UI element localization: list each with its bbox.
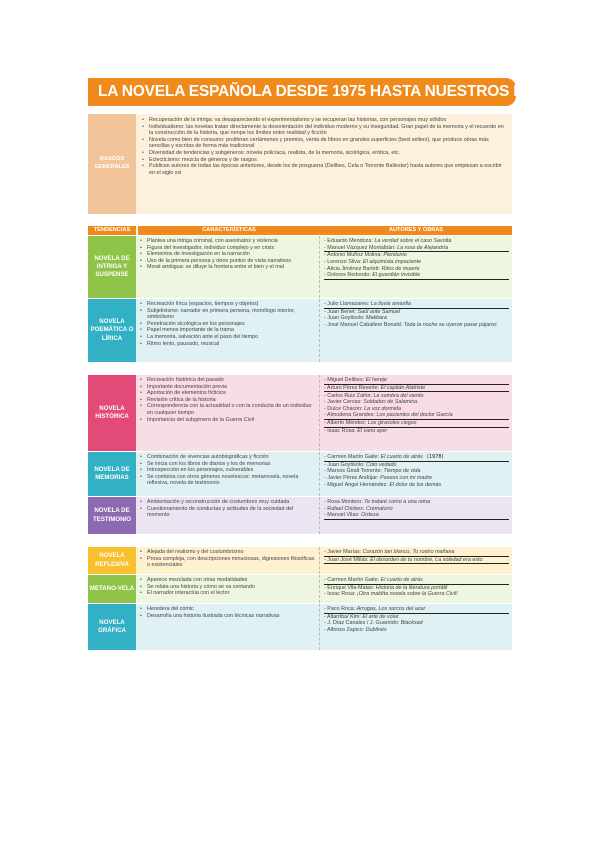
obra-title: Saúl ante Samuel xyxy=(357,308,401,315)
table-header xyxy=(88,226,512,235)
obra-title: La voz dormida xyxy=(364,405,402,412)
obra-title: Arrugas, Los surcos del azar xyxy=(356,606,426,612)
obra-title: Makbara xyxy=(365,315,387,322)
autor-obra: - Alberto Méndez: Los girasoles ciegos xyxy=(324,420,509,428)
caracteristica-item: • Recreación lírica (espacios, tiempos y objetos) xyxy=(140,301,316,308)
autor-obra: - Almudena Grandes: Los pacientes del doctor García xyxy=(324,412,509,420)
caracteristica-item: • Prosa compleja, con descripciones minuciosas, digresiones filosóficas o existenciales xyxy=(140,556,316,569)
obra-title: El desorden de tu nombre, La soledad era esto xyxy=(370,556,483,563)
autor-obra: - Dolores Redondo: El guardián invisible xyxy=(324,272,509,280)
caracteristica-item: • Correspondencia con la actualidad o con la conducta de un individuo en cualquier tiempo xyxy=(140,403,316,416)
autor-name: Miguel Ángel Hernández: xyxy=(327,481,390,488)
obra-title: La lluvia amarilla xyxy=(370,301,411,307)
header-tendencias: TENDENCIAS xyxy=(88,226,136,235)
caracteristica-item: • Aportación de elementos ficticios xyxy=(140,390,316,397)
caracteristicas-list xyxy=(140,577,316,597)
caracteristicas-cell xyxy=(136,575,320,603)
obra-title: El vano ayer xyxy=(357,427,388,434)
tendencia-row xyxy=(88,299,512,362)
caracteristica-item: • Aparece mezclada con otras modalidades xyxy=(140,577,316,584)
autor-obra: - Antonio Muñoz Molina: Plenilunio xyxy=(324,252,407,259)
caracteristica-item: • Se relata una historia y cómo se va contando xyxy=(140,584,316,591)
rasgos-generales-label: RASGOS GENERALES xyxy=(88,114,136,214)
caracteristica-item: • Cuestionamiento de conductas y actitudes de la sociedad del momento xyxy=(140,506,316,519)
tendencia-label: NOVELA DE MEMORIAS xyxy=(88,452,136,496)
caracteristica-item: • El narrador interactúa con el lector xyxy=(140,590,316,597)
autor-obra: - Julio Llamazares: La lluvia amarilla xyxy=(324,301,509,309)
autor-obra: - J. Díaz Canales / J. Guarnido: Blacksad xyxy=(324,620,423,627)
autor-obra: - Juan Goytisolo: Coto vedado xyxy=(324,461,397,468)
obra-title: El alquimista impaciente xyxy=(362,258,422,265)
autor-obra: - Javier Cercas: Soldados de Salamina xyxy=(324,399,418,406)
header-autores: AUTORES Y OBRAS xyxy=(320,226,512,235)
autor-obra: - Paco Roca: Arrugas, Los surcos del azar xyxy=(324,606,509,614)
obra-title: El dolor de los demás xyxy=(389,481,442,488)
autor-obra: - Juan Benet: Saúl ante Samuel xyxy=(324,308,401,315)
rasgos-generales-body xyxy=(136,114,512,214)
autor-name: Javier Cercas: xyxy=(327,399,364,406)
autores-cell xyxy=(320,575,512,603)
autor-obra: - Enrique Vila-Matas: Historia de la literatura portátil xyxy=(324,584,448,591)
obra-title: Tiempo de vida xyxy=(383,468,421,475)
autor-name: Arturo Pérez Reverte: xyxy=(327,384,381,391)
caracteristicas-cell xyxy=(136,299,320,362)
rasgos-item: • Individualismo: las novelas tratan directamente la desorientación del individuo moderno y su inseguridad. Gran papel de la memoria y el recuerdo en la construcción de la historia, que rompe los límites entre realidad y ficción xyxy=(142,124,506,137)
autor-name: Dolores Redondo: xyxy=(327,272,373,279)
autor-obra: - Miguel Ángel Hernández: El dolor de los demás xyxy=(324,481,442,488)
caracteristica-item: • Combinación de vivencias autobiográficas y ficción xyxy=(140,454,316,461)
autor-obra: - Issac Rosa: ¡Otra maldita novela sobre la Guerra Civil! xyxy=(324,591,458,598)
autor-obra: - Javier Marías: Corazón tan blanco, Tu rostro mañana xyxy=(324,549,509,557)
obra-title: El capitán Alatriste xyxy=(380,384,426,391)
autor-name: José Manuel Caballero Bonald: xyxy=(327,321,404,328)
tendencia-label: NOVELA POEMÁTICA O LÍRICA xyxy=(88,299,136,362)
autor-name: Dulce Chacón: xyxy=(327,405,365,412)
rasgos-item: • Novela como bien de consumo: proliferan certámenes y premios, venta de libros en grandes superficies (best sellers), que produce obras más sencillas y escritas de forma más tradicional xyxy=(142,137,506,150)
obra-title: La rosa de Alejandría xyxy=(397,244,449,251)
autores-cell xyxy=(320,236,512,298)
tendencia-row xyxy=(88,452,512,496)
obra-title: La verdad sobre el caso Savolta xyxy=(374,238,452,244)
caracteristicas-list xyxy=(140,549,316,569)
autor-obra: - Juan Goytisolo: Makbara xyxy=(324,315,387,322)
autores-cell xyxy=(320,497,512,534)
caracteristica-item: • Heredera del cómic xyxy=(140,606,316,613)
obra-title: Plenilunio xyxy=(383,252,407,259)
caracteristicas-cell xyxy=(136,604,320,650)
autor-obra: - Miguel Delibes: El hereje xyxy=(324,377,509,385)
obra-title: La sombra del viento xyxy=(373,392,424,399)
rasgos-item: • Recuperación de la intriga: va desapareciendo el experimentalismo y se recuperan las historias, con personajes muy sólidos xyxy=(142,117,506,124)
autor-name: Alberto Méndez: xyxy=(327,420,368,427)
caracteristica-item: • La memoria, salvación ante el paso del tiempo xyxy=(140,334,316,341)
tendencia-row xyxy=(88,575,512,603)
autor-name: Manuel Vázquez Montalbán: xyxy=(327,244,398,251)
caracteristica-item: • Revisión crítica de la historia xyxy=(140,397,316,404)
obra-title: Blacksad xyxy=(400,620,423,627)
autor-obra: - Juan José Millás: El desorden de tu nombre, La soledad era esto xyxy=(324,557,509,565)
tendencia-row xyxy=(88,604,512,650)
autor-obra: - Manuel Vázquez Montalbán: La rosa de Alejandría xyxy=(324,245,509,253)
caracteristicas-cell xyxy=(136,547,320,574)
autor-name: Carmen Martín Gaite: xyxy=(327,577,381,583)
autor-name: Juan Goytisolo: xyxy=(327,461,366,468)
caracteristica-item: • Ambientación y reconstrucción de costumbres muy cuidada xyxy=(140,499,316,506)
autor-obra: - Dulce Chacón: La voz dormida xyxy=(324,405,402,412)
obra-title: El guardián invisible xyxy=(372,272,421,279)
caracteristicas-list xyxy=(140,499,316,519)
tendencia-label: NOVELA HISTÓRICA xyxy=(88,375,136,451)
autor-name: Lorenzo Silva: xyxy=(327,258,363,265)
autor-name: Manuel Vilas: xyxy=(327,512,362,519)
rasgos-item: • Diversidad de tendencias y subgéneros: novela policíaca, realista, de la memoria, sicológica, erótica, etc. xyxy=(142,150,506,157)
tendencia-label: METANO-VELA xyxy=(88,575,136,603)
tendencia-row xyxy=(88,375,512,451)
caracteristicas-list xyxy=(140,238,316,271)
tendencia-label: NOVELA DE INTRIGA Y SUSPENSE xyxy=(88,236,136,298)
caracteristicas-cell xyxy=(136,452,320,496)
rasgos-generales-section xyxy=(88,114,512,214)
tendencia-row xyxy=(88,547,512,574)
obra-title: Paseos con mi madre xyxy=(380,474,433,481)
obra-title: Corazón tan blanco, Tu rostro mañana xyxy=(362,549,455,555)
autor-obra: - Marcos Giralt Torrente: Tiempo de vida xyxy=(324,468,421,475)
autor-obra: - José Manuel Caballero Bonald: Toda la noche se oyeron pasar pájaros xyxy=(324,321,497,328)
caracteristica-item: • Uso de la primera persona y otros puntos de vista narrativos xyxy=(140,258,316,265)
tendencia-row xyxy=(88,236,512,298)
caracteristicas-cell xyxy=(136,497,320,534)
autores-cell xyxy=(320,547,512,574)
autor-name: Paco Roca: xyxy=(327,606,357,612)
rasgos-item: • Eclecticismo: mezcla de géneros y de rasgos xyxy=(142,157,506,164)
caracteristica-item: • Figura del investigador, individuo complejo y en crisis xyxy=(140,245,316,252)
autores-cell xyxy=(320,299,512,362)
tendencia-label: NOVELA GRÁFICA xyxy=(88,604,136,650)
autor-name: Alicia Jiménez Barlett: xyxy=(327,265,382,272)
caracteristica-item: • Ritmo lento, pausado, musical xyxy=(140,341,316,348)
caracteristica-item: • Importancia del subgénero de la Guerra Civil xyxy=(140,417,316,424)
autor-obra: - Javier Pérez Andújar: Paseos con mi madre xyxy=(324,474,433,481)
caracteristica-item: • Desarrolla una historia ilustrada con técnicas narrativas xyxy=(140,613,316,620)
obra-title: Ordesa xyxy=(361,512,379,519)
caracteristica-item: • Penetración sicológica en los personajes xyxy=(140,321,316,328)
autor-obra: - Lorenzo Silva: El alquimista impaciente xyxy=(324,258,422,265)
obra-title: Te trataré como a una reina xyxy=(364,499,431,505)
autor-name: Almudena Grandes: xyxy=(327,412,377,419)
autor-obra: - Carmen Martín Gaite: El cuarto de atrás (1978) xyxy=(324,454,509,462)
obra-title: Dublinés xyxy=(365,626,387,633)
obra-title: Soldados de Salamina xyxy=(363,399,418,406)
caracteristica-item: • Se inicia con los libros de diarios y los de memorias xyxy=(140,461,316,468)
obra-title: Coto vedado xyxy=(365,461,397,468)
obra-title: Los girasoles ciegos xyxy=(367,420,417,427)
caracteristica-item: • Introspección en los personajes, vulnerables xyxy=(140,467,316,474)
autor-obra: - Manuel Vilas: Ordesa xyxy=(324,512,509,520)
autor-name: Juan José Millás: xyxy=(327,556,371,563)
autor-name: Eduardo Mendoza: xyxy=(327,238,375,244)
obra-title: Historia de la literatura portátil xyxy=(375,584,448,591)
autor-name: Juan Goytisolo: xyxy=(327,315,366,322)
caracteristica-item: • Elementos de investigación en la narración xyxy=(140,251,316,258)
autores-cell xyxy=(320,375,512,451)
obra-title: El cuarto de atrás xyxy=(380,454,423,460)
autores-cell xyxy=(320,452,512,496)
caracteristica-item: • Moral ambigua: se diluye la frontera entre el bien y el mal xyxy=(140,264,316,271)
caracteristicas-list xyxy=(140,606,316,619)
autor-obra: - Eduardo Mendoza: La verdad sobre el caso Savolta xyxy=(324,238,452,244)
obra-title: Ritos de muerte xyxy=(381,265,420,272)
autor-name: Marcos Giralt Torrente: xyxy=(327,468,384,475)
caracteristica-item: • Subjetivismo: narrador en primera persona, monólogo interior, simbolismo xyxy=(140,308,316,321)
obra-title: Toda la noche se oyeron pasar pájaros xyxy=(403,321,497,328)
caracteristica-item: • Papel menos importante de la trama xyxy=(140,327,316,334)
header-caracteristicas: CARACTERÍSTICAS xyxy=(138,226,320,235)
caracteristicas-list xyxy=(140,454,316,487)
autor-obra: - Alfonso Zapico: Dublinés xyxy=(324,626,387,633)
obra-title: El hereje xyxy=(365,377,387,383)
handwritten-note: (1978) xyxy=(426,454,444,460)
caracteristica-item: • Importante documentación previa xyxy=(140,384,316,391)
autor-obra: - Carmen Martín Gaite: El cuarto de atrás xyxy=(324,577,509,585)
autor-name: Enrique Vila-Matas: xyxy=(327,584,376,591)
autor-name: Carlos Ruiz Zafón: xyxy=(327,392,374,399)
caracteristica-item: • Alejada del realismo y del costumbrismo xyxy=(140,549,316,556)
obra-title: Los pacientes del doctor García xyxy=(376,412,453,419)
autor-name: Julio Llamazares: xyxy=(327,301,371,307)
autor-name: Issac Rosa: xyxy=(327,591,357,598)
autor-name: Rosa Montero: xyxy=(327,499,365,505)
obra-title: Crematorio xyxy=(365,505,393,512)
autor-obra: - Rafael Chirbes: Crematorio xyxy=(324,505,393,512)
autor-obra: - Arturo Pérez Reverte: El capitán Alatriste xyxy=(324,385,509,393)
obra-title: ¡Otra maldita novela sobre la Guerra Civil! xyxy=(356,591,458,598)
autor-name: Juan Benet: xyxy=(327,308,358,315)
autor-name: Rafael Chirbes: xyxy=(327,505,366,512)
autor-name: Miguel Delibes: xyxy=(327,377,366,383)
autor-obra: - Altarriba/ Kim: El arte de volar xyxy=(324,613,399,620)
caracteristica-item: • Se combina con otros géneros novelescos: metanovela, novela reflexiva, novela de testimonio xyxy=(140,474,316,487)
autor-name: Altarriba/ Kim: xyxy=(327,613,363,620)
caracteristicas-cell xyxy=(136,236,320,298)
autor-name: Alfonso Zapico: xyxy=(327,626,366,633)
rasgos-list xyxy=(142,117,506,176)
caracteristica-item: • Plantea una intriga criminal, con asesinatos y violencia xyxy=(140,238,316,245)
tendencia-label: NOVELA REFLEXIVA xyxy=(88,547,136,574)
autor-obra: - Carlos Ruiz Zafón: La sombra del viento xyxy=(324,392,424,399)
autor-name: Javier Pérez Andújar: xyxy=(327,474,381,481)
autor-name: Javier Marías: xyxy=(327,549,363,555)
autor-name: Antonio Muñoz Molina: xyxy=(327,252,384,259)
caracteristicas-cell xyxy=(136,375,320,451)
tendencia-label: NOVELA DE TESTIMONIO xyxy=(88,497,136,534)
autores-cell xyxy=(320,604,512,650)
autor-obra: - Alicia Jiménez Barlett: Ritos de muerte xyxy=(324,265,420,272)
page-title: LA NOVELA ESPAÑOLA DESDE 1975 HASTA NUESTROS DÍAS xyxy=(88,78,516,106)
caracteristicas-list xyxy=(140,301,316,347)
obra-title: El arte de volar xyxy=(362,613,399,620)
rasgos-item: • Publican autores de todas las épocas anteriores, desde los de posguerra (Delibes, Cela o Torrente Ballester) hasta autores que empiezan a escribir en el siglo xxi xyxy=(142,163,506,176)
caracteristicas-list xyxy=(140,377,316,423)
autor-name: J. Díaz Canales / J. Guarnido: xyxy=(327,620,401,627)
tendencia-row xyxy=(88,497,512,534)
autor-name: Carmen Martín Gaite: xyxy=(327,454,381,460)
caracteristica-item: • Recreación histórica del pasado xyxy=(140,377,316,384)
autor-obra: - Rosa Montero: Te trataré como a una reina xyxy=(324,499,431,505)
autor-name: Isaac Rosa: xyxy=(327,427,358,434)
obra-title: El cuarto de atrás xyxy=(380,577,423,583)
autor-obra: - Isaac Rosa: El vano ayer xyxy=(324,427,388,434)
